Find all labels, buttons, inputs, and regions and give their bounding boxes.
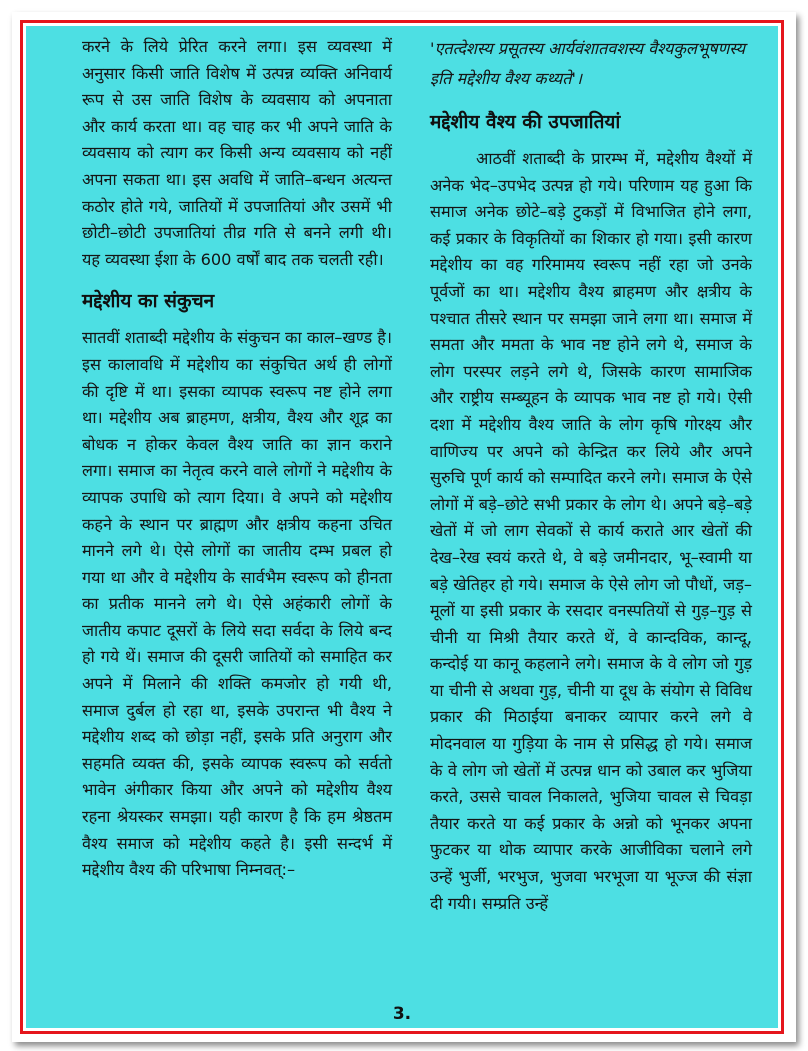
left-paragraph-1: करने के लिये प्रेरित करने लगा। इस व्यवस्था में अनुसार किसी जाति विशेष में उत्पन्न व्यक्ति अनिवार्य रूप से उस जाति विशेष के व्यवसाय को अपनाता और कार्य करता था। वह चाह कर भी अपने जाति के व्यवसाय को त्याग कर किसी अन्य व्यवसाय को नहीं अपना सकता था। इस अवधि में जाति–बन्धन अत्यन्त कठोर होते गये, जातियों में उपजातियां और उसमें भी छोटी–छोटी उपजातियां तीव्र गति से बनने लगी थी। यह व्यवस्था ईशा के 600 वर्षों बाद तक चलती रही। — [82, 37, 392, 269]
right-paragraph: आठवीं शताब्दी के प्रारम्भ में, मद्देशीय वैश्यों में अनेक भेद–उपभेद उत्पन्न हो गये। परिणाम यह हुआ कि समाज अनेक छोटे–बड़े टुकड़ों में विभाजित होने लगा, कई प्रकार के विकृतियों का शिकार हो गया। इसी कारण मद्देशीय का वह गरिमामय स्वरूप नहीं रहा जो उनके पूर्वजों का था। मद्देशीय वैश्य ब्राहमण और क्षत्रीय के पश्चात तीसरे स्थान पर समझा जाने लगा था। समाज में समता और ममता के भाव नष्ट होने लगे थे, समाज के लोग परस्पर लड़ने लगे थे, जिसके कारण सामाजिक और राष्ट्रीय सम्ब्यूहन के व्यापक भाव नष्ट हो गये। ऐसी दशा में मद्देशीय वैश्य जाति के लोग कृषि गोरक्ष्य और वाणिज्य पर अपने को केन्द्रित कर लिये और अपने सुरुचि पूर्ण कार्य को सम्पादित करने लगे। समाज के ऐसे लोगों में बड़े–छोटे सभी प्रकार के लोग थे। अपने बड़े–बड़े खेतों में जो लाग सेवकों से कार्य कराते आर खेतों की देख–रेख स्वयं करते थे, वे बड़े जमीनदार, भू–स्वामी या बड़े खेतिहर हो गये। समाज के ऐसे लोग जो पौधों, जड़–मूलों या इसी प्रकार के रसदार वनस्पतियों से गुड़–गुड़ से चीनी या मिश्री तैयार करते थें, वे कान्दविक, कान्दू, कन्दोई या कानू कहलाने लगे। समाज के वे लोग जो गुड़ या चीनी से अथवा गुड़, चीनी या दूध के संयोग से विविध प्रकार की मिठाईया बनाकर व्यापार करने लगे वे मोदनवाल या गुड़िया के नाम से प्रसिद्ध हो गये। समाज के वे लोग जो खेतों में उत्पन्न धान को उबाल कर भुजिया करते, उससे चावल निकालते, भुजिया चावल से चिवड़ा तैयार करते या कई प्रकार के अन्नो को भूनकर अपना फुटकर या थोक व्यापार करके आजीविका चलाने लगे उन्हें भुर्जी, भरभुज, भुजवा भरभूजा या भूज्ज की संज्ञा दी गयी। सम्प्रति उन्हें — [430, 149, 752, 913]
right-column — [430, 34, 752, 917]
left-paragraph-2: सातवीं शताब्दी मद्देशीय के संकुचन का काल–खण्ड है। इस कालावधि में मद्देशीय का संकुचित अर्थ ही लोगों की दृष्टि में था। इसका व्यापक स्वरूप नष्ट होने लगा था। मद्देशीय अब ब्राहमण, क्षत्रीय, वैश्य और शूद्र का बोधक न होकर केवल वैश्य जाति का ज्ञान कराने लगा। समाज का नेतृत्व करने वाले लोगों ने मद्देशीय के व्यापक उपाधि को त्याग दिया। वे अपने को मद्देशीय कहने के स्थान पर ब्राह्मण और क्षत्रीय कहना उचित मानने लगे थे। ऐसे लोगों का जातीय दम्भ प्रबल हो गया था और वे मद्देशीय के सार्वभैम स्वरूप को हीनता का प्रतीक मानने लगे थे। ऐसे अहंकारी लोगों के जातीय कपाट दूसरों के लिये सदा सर्वदा के लिये बन्द हो गये थें। समाज की दूसरी जातियों को समाहित कर अपने में मिलाने की शक्ति कमजोर हो गयी थी, समाज दुर्बल हो रहा था, इसके उपरान्त भी वैश्य ने मद्देशीय शब्द को छोड़ा नहीं, इसके प्रति अनुराग और सहमति व्यक्त की, इसके व्यापक स्वरूप को सर्वतो भावेन अंगीकार किया और अपने को मद्देशीय वैश्य रहना श्रेयस्कर समझा। यही कारण है कि हम श्रेष्ठतम वैश्य समाज को मद्देशीय कहते है। इसी सन्दर्भ में मद्देशीय वैश्य की परिभाषा निम्नवत्:– — [82, 328, 392, 880]
sanskrit-definition: 'एतत्देशस्य प्रसूतस्य आर्यवंशातवशस्य वैश्यकुलभूषणस्य इति मद्देशीय वैश्य कथ्यते'। — [430, 39, 745, 88]
document-page — [26, 26, 778, 1028]
page-number: 3. — [392, 1004, 412, 1024]
left-column — [82, 34, 392, 884]
left-heading: मद्देशीय का संकुचन — [82, 290, 215, 313]
right-heading: मद्देशीय वैश्य की उपजातियां — [430, 111, 621, 133]
